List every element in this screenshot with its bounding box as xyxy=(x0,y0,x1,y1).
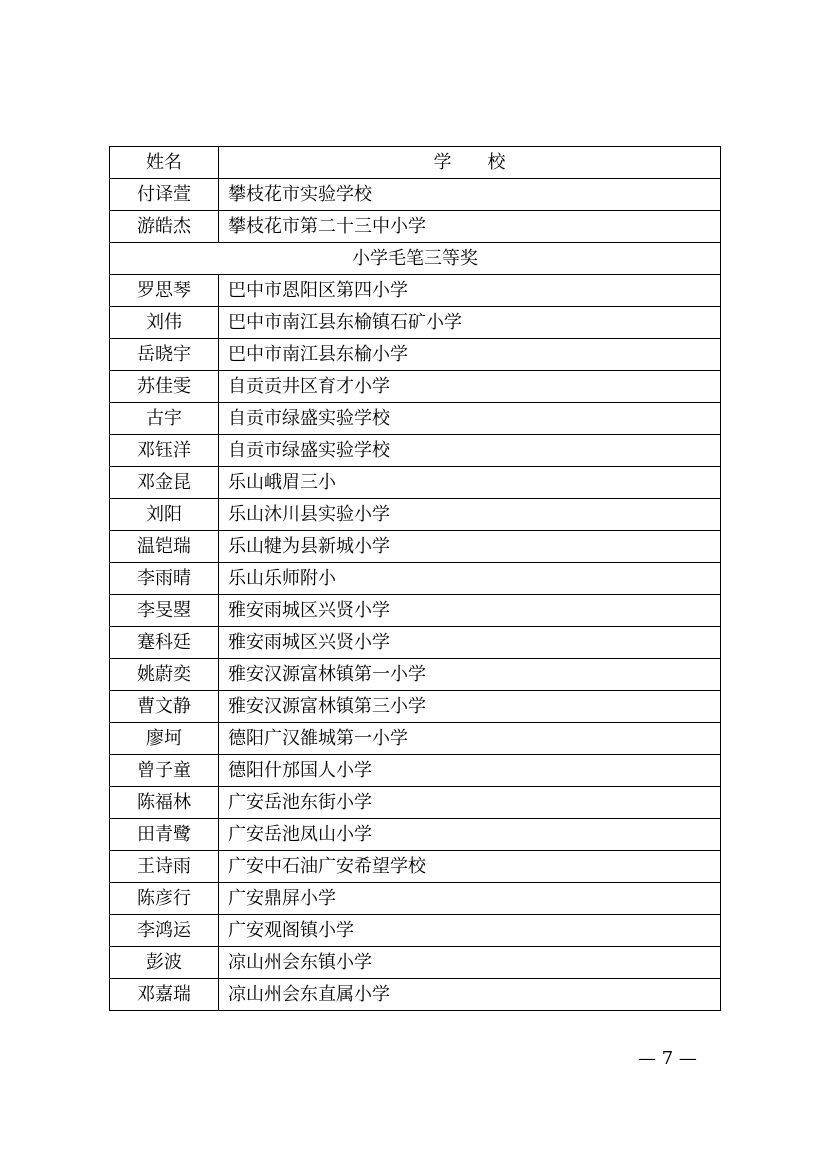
school-name: 自贡市绿盛实验学校 xyxy=(219,435,721,467)
school-name: 雅安汉源富林镇第三小学 xyxy=(219,691,721,723)
table-row xyxy=(110,179,721,211)
table-row xyxy=(110,595,721,627)
student-name: 岳晓宇 xyxy=(110,339,219,371)
table-row xyxy=(110,467,721,499)
student-name: 付译萱 xyxy=(110,179,219,211)
rows-after-section xyxy=(110,275,721,1011)
student-name: 邓钰洋 xyxy=(110,435,219,467)
student-name: 李雨晴 xyxy=(110,563,219,595)
student-name: 曾子童 xyxy=(110,755,219,787)
student-name: 陈福林 xyxy=(110,787,219,819)
rows-before-section xyxy=(110,179,721,243)
student-name: 古宇 xyxy=(110,403,219,435)
student-name: 田青鹭 xyxy=(110,819,219,851)
table-header-row xyxy=(110,147,721,179)
school-name: 乐山沐川县实验小学 xyxy=(219,499,721,531)
school-name: 自贡贡井区育才小学 xyxy=(219,371,721,403)
table-row xyxy=(110,371,721,403)
section-title-group xyxy=(110,243,721,275)
school-name: 乐山乐师附小 xyxy=(219,563,721,595)
section-title: 小学毛笔三等奖 xyxy=(110,243,721,275)
student-name: 邓金昆 xyxy=(110,467,219,499)
student-name: 温铠瑞 xyxy=(110,531,219,563)
award-table xyxy=(109,146,721,1011)
table-row xyxy=(110,659,721,691)
table-row xyxy=(110,307,721,339)
school-name: 巴中市南江县东榆小学 xyxy=(219,339,721,371)
school-name: 广安鼎屏小学 xyxy=(219,883,721,915)
student-name: 刘伟 xyxy=(110,307,219,339)
student-name: 李旻曌 xyxy=(110,595,219,627)
school-name: 攀枝花市第二十三中小学 xyxy=(219,211,721,243)
table-row xyxy=(110,563,721,595)
header-name: 姓名 xyxy=(110,147,219,179)
student-name: 廖坷 xyxy=(110,723,219,755)
table-row xyxy=(110,883,721,915)
student-name: 王诗雨 xyxy=(110,851,219,883)
student-name: 刘阳 xyxy=(110,499,219,531)
student-name: 邓嘉瑞 xyxy=(110,979,219,1011)
student-name: 陈彦行 xyxy=(110,883,219,915)
table-row xyxy=(110,947,721,979)
section-title-row xyxy=(110,243,721,275)
school-name: 德阳什邡国人小学 xyxy=(219,755,721,787)
school-name: 广安观阁镇小学 xyxy=(219,915,721,947)
school-name: 乐山峨眉三小 xyxy=(219,467,721,499)
student-name: 姚蔚奕 xyxy=(110,659,219,691)
student-name: 李鸿运 xyxy=(110,915,219,947)
student-name: 彭波 xyxy=(110,947,219,979)
table-row xyxy=(110,723,721,755)
school-name: 凉山州会东镇小学 xyxy=(219,947,721,979)
school-name: 广安岳池凤山小学 xyxy=(219,819,721,851)
school-name: 雅安汉源富林镇第一小学 xyxy=(219,659,721,691)
school-name: 雅安雨城区兴贤小学 xyxy=(219,627,721,659)
table-row xyxy=(110,403,721,435)
table-row xyxy=(110,627,721,659)
page-number: — 7 — xyxy=(638,1048,697,1069)
table-row xyxy=(110,787,721,819)
table-row xyxy=(110,275,721,307)
school-name: 乐山犍为县新城小学 xyxy=(219,531,721,563)
school-name: 巴中市南江县东榆镇石矿小学 xyxy=(219,307,721,339)
table-row xyxy=(110,499,721,531)
header-school: 学 校 xyxy=(219,147,721,179)
student-name: 蹇科廷 xyxy=(110,627,219,659)
school-name: 雅安雨城区兴贤小学 xyxy=(219,595,721,627)
table-row xyxy=(110,755,721,787)
school-name: 凉山州会东直属小学 xyxy=(219,979,721,1011)
student-name: 曹文静 xyxy=(110,691,219,723)
table-row xyxy=(110,915,721,947)
student-name: 苏佳雯 xyxy=(110,371,219,403)
school-name: 自贡市绿盛实验学校 xyxy=(219,403,721,435)
table-row xyxy=(110,819,721,851)
school-name: 广安岳池东街小学 xyxy=(219,787,721,819)
table-row xyxy=(110,211,721,243)
school-name: 德阳广汉雒城第一小学 xyxy=(219,723,721,755)
student-name: 罗思琴 xyxy=(110,275,219,307)
school-name: 广安中石油广安希望学校 xyxy=(219,851,721,883)
student-name: 游皓杰 xyxy=(110,211,219,243)
table-row xyxy=(110,691,721,723)
table-row xyxy=(110,339,721,371)
table-row xyxy=(110,531,721,563)
school-name: 巴中市恩阳区第四小学 xyxy=(219,275,721,307)
table-row xyxy=(110,435,721,467)
school-name: 攀枝花市实验学校 xyxy=(219,179,721,211)
table-row xyxy=(110,851,721,883)
table-row xyxy=(110,979,721,1011)
